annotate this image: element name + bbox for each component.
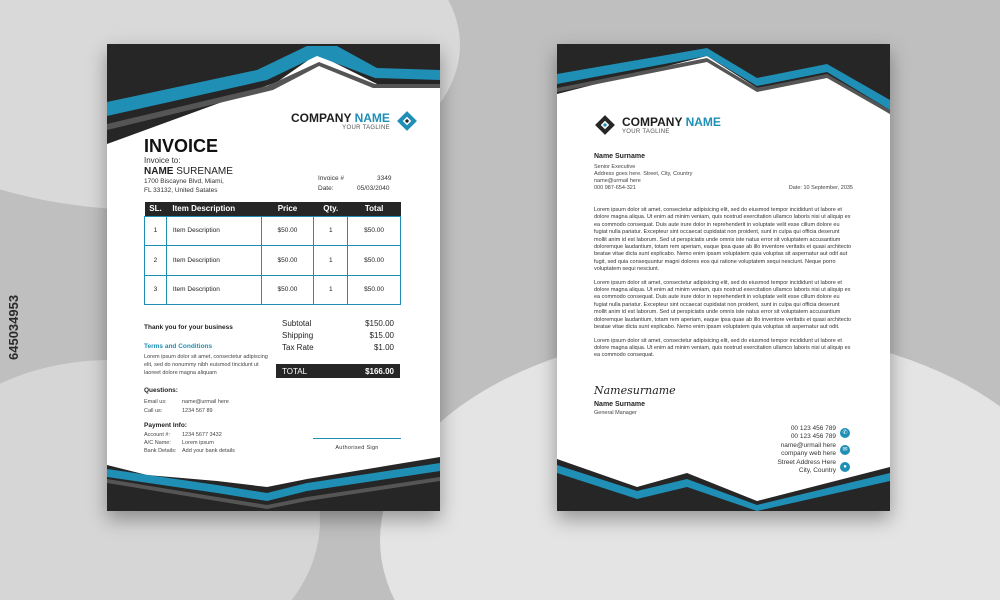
invoice-title: INVOICE xyxy=(144,136,219,156)
table-row xyxy=(145,246,401,276)
recipient-title: Senior Executive xyxy=(594,164,636,170)
shipping-label: Shipping xyxy=(282,331,314,340)
diamond-logo-icon xyxy=(594,114,616,136)
email-value: name@urmail here xyxy=(182,399,229,405)
questions-title: Questions: xyxy=(144,387,178,394)
email-label: Email us: xyxy=(144,399,167,405)
invoice-number-label: Invoice # xyxy=(318,175,345,182)
column-header-sl: SL. xyxy=(145,202,167,216)
company-name: COMPANY NAME xyxy=(622,115,721,129)
body-paragraph: Lorem ipsum dolor sit amet, consectetur adipisicing elit, sed do eiusmod tempor incididunt ut labore et dolore magna aliqua. Ut enim ad minim veniam, quis nostrud exercitation ullamco laboris nisi ut aliquip ex ea commodo consequat. Duis aute irure dolor in reprehenderit in voluptate velit esse cillum dolore eu fugiat nulla pariatur. Excepteur sint occaecat cupidatat non proident, sunt in culpa qui officia deserunt mollit anim id est laborum. Sed ut perspiciatis unde omnis iste natus error sit voluptatem accusantium doloremque laudantium, totam rem aperiam, eaque ipsa quae ab illo inventore veritatis et quasi architecto beatae vitae dicta sunt explicabo. Nemo enim ipsam voluptatem quia voluptas sit aspernatur aut odit aut fugit, sed quia consequuntur magni dolores eos qui ratione voluptatem sequi nesciunt. Neque porro voluptatem sequi nesciunt. xyxy=(594,207,852,273)
table-header-row xyxy=(145,202,401,216)
subtotal-value: $150.00 xyxy=(365,319,394,328)
sender-title: General Manager xyxy=(594,410,637,416)
call-value: 1234 567 89 xyxy=(182,408,213,414)
tax-value: $1.00 xyxy=(373,343,394,352)
signature-line xyxy=(313,438,401,439)
authorised-sign-label: Authorised Sign xyxy=(335,445,379,451)
invoice-to-label: Invoice to: xyxy=(144,156,181,165)
location-pin-icon: ● xyxy=(840,462,850,472)
ac-name-label: A/C Name: xyxy=(144,440,171,446)
invoice-date: 05/03/2040 xyxy=(357,185,390,192)
stock-id: 645034953 xyxy=(6,294,21,360)
company-name: COMPANY NAME xyxy=(291,111,390,125)
row-sl: 3 xyxy=(145,275,167,305)
letter-body xyxy=(594,207,853,366)
questions-block xyxy=(144,399,229,415)
column-header-total: Total xyxy=(348,202,401,216)
bank-label: Bank Details: xyxy=(144,448,177,454)
city-country: City, Country xyxy=(798,466,836,474)
row-sl: 2 xyxy=(145,246,167,276)
footer-decoration xyxy=(107,451,440,511)
row-total: $50.00 xyxy=(348,216,401,246)
total-value: $166.00 xyxy=(365,366,394,376)
row-qty: 1 xyxy=(314,246,348,276)
body-paragraph: Lorem ipsum dolor sit amet, consectetur adipisicing elit, sed do eiusmod tempor incididunt ut labore et dolore magna aliqua. Ut enim ad minim veniam, quis nostrud exercitation ullamco laboris nisi ut aliquip ex ea commodo consequat. xyxy=(594,337,851,359)
totals-block xyxy=(282,319,394,355)
terms-line3: laoreet dolore magna aliquam xyxy=(144,370,217,376)
row-price: $50.00 xyxy=(261,246,314,276)
ac-name-value: Lorem ipsum xyxy=(182,440,214,446)
table-row xyxy=(145,216,401,246)
client-address-line2: FL 33132, United Satates xyxy=(144,187,218,194)
recipient-name: Name Surname xyxy=(594,153,645,160)
total-label: TOTAL xyxy=(282,366,308,376)
invoice-number: 3349 xyxy=(377,175,392,182)
company-logo xyxy=(594,114,721,136)
call-label: Call us: xyxy=(144,408,163,414)
terms-line1: Lorem ipsum dolor sit amet, consectetur adipiscing xyxy=(144,354,268,360)
envelope-icon: ✉ xyxy=(840,445,850,455)
subtotal-row xyxy=(282,319,394,331)
invoice-date-label: Date: xyxy=(318,185,334,192)
tax-label: Tax Rate xyxy=(282,343,314,352)
items-table xyxy=(144,202,401,305)
shipping-value: $15.00 xyxy=(369,331,394,340)
email-row xyxy=(144,399,229,406)
recipient-phone: 000 987-654-321 xyxy=(594,185,636,191)
terms-line2: elit, sed do nonummy nibh euismod tincidunt ut xyxy=(144,362,259,368)
row-description: Item Description xyxy=(166,275,261,305)
row-sl: 1 xyxy=(145,216,167,246)
sender-name: Name Surname xyxy=(594,401,645,408)
column-header-qty: Qty. xyxy=(314,202,348,216)
subtotal-label: Subtotal xyxy=(282,319,312,328)
recipient-address: Address goes here. Street, City, Country xyxy=(594,171,693,177)
footer-decoration xyxy=(557,451,890,511)
column-header-description: Item Description xyxy=(166,202,261,216)
call-row xyxy=(144,408,229,415)
row-qty: 1 xyxy=(314,216,348,246)
handwritten-signature: Namesurname xyxy=(594,384,676,397)
row-description: Item Description xyxy=(166,246,261,276)
company-tagline: YOUR TAGLINE xyxy=(622,129,670,135)
shipping-row xyxy=(282,331,394,343)
account-row xyxy=(144,432,235,439)
letter-date: Date: 10 September, 2035 xyxy=(788,185,853,191)
column-header-price: Price xyxy=(261,202,314,216)
body-paragraph: Lorem ipsum dolor sit amet, consectetur adipisicing elit, sed do eiusmod tempor incididunt ut labore et dolore magna aliqua. Ut enim ad minim veniam, quis nostrud exercitation ullamco laboris nisi ut aliquip ex ea commodo consequat. Duis aute irure dolor in reprehenderit in voluptate velit esse cillum dolore eu fugiat nulla pariatur. Excepteur sint occaecat cupidatat non proident, sunt in culpa qui officia deserunt mollit anim id est laborum. Sed ut perspiciatis unde omnis iste natus error sit voluptatem accusantium doloremque laudantium, totam rem aperiam, eaque ipsa quae ab illo inventore veritatis et quasi architecto beatae vitae dicta sunt explicabo. Nemo enim ipsam voluptatem quia voluptas sit aspernatur aut odit. xyxy=(594,279,852,331)
company-logo xyxy=(291,110,418,132)
bank-value: Add your bank details xyxy=(182,448,235,454)
phone-1: 00 123 456 789 xyxy=(790,425,836,432)
company-tagline: YOUR TAGLINE xyxy=(342,125,390,131)
contact-web-text: company web here xyxy=(781,449,836,457)
row-description: Item Description xyxy=(166,216,261,246)
contact-phone xyxy=(791,425,850,440)
table-row xyxy=(145,275,401,305)
payment-title: Payment Info: xyxy=(144,422,187,429)
row-price: $50.00 xyxy=(261,275,314,305)
phone-icon: ✆ xyxy=(840,428,850,438)
terms-title: Terms and Conditions xyxy=(144,343,213,350)
row-total: $50.00 xyxy=(348,246,401,276)
row-qty: 1 xyxy=(314,275,348,305)
account-value: 1234 5677 3432 xyxy=(182,432,222,438)
grand-total-bar xyxy=(276,364,400,378)
account-label: Account #: xyxy=(144,432,170,438)
thank-you-note: Thank you for your business xyxy=(144,324,233,331)
client-address-line1: 1700 Biscayne Blvd, Miami, xyxy=(144,178,224,185)
street-address: Street Address Here xyxy=(777,459,836,466)
letterhead-page xyxy=(557,44,890,511)
contact-email-text: name@urmail here xyxy=(780,442,836,449)
invoice-page xyxy=(107,44,440,511)
recipient-email: name@urmail here xyxy=(594,178,641,184)
phone-2: 00 123 456 789 xyxy=(790,432,836,440)
diamond-logo-icon xyxy=(396,110,418,132)
row-total: $50.00 xyxy=(348,275,401,305)
client-name: NAME SURENAME xyxy=(144,166,233,177)
row-price: $50.00 xyxy=(261,216,314,246)
tax-row xyxy=(282,343,394,355)
ac-name-row xyxy=(144,440,235,447)
